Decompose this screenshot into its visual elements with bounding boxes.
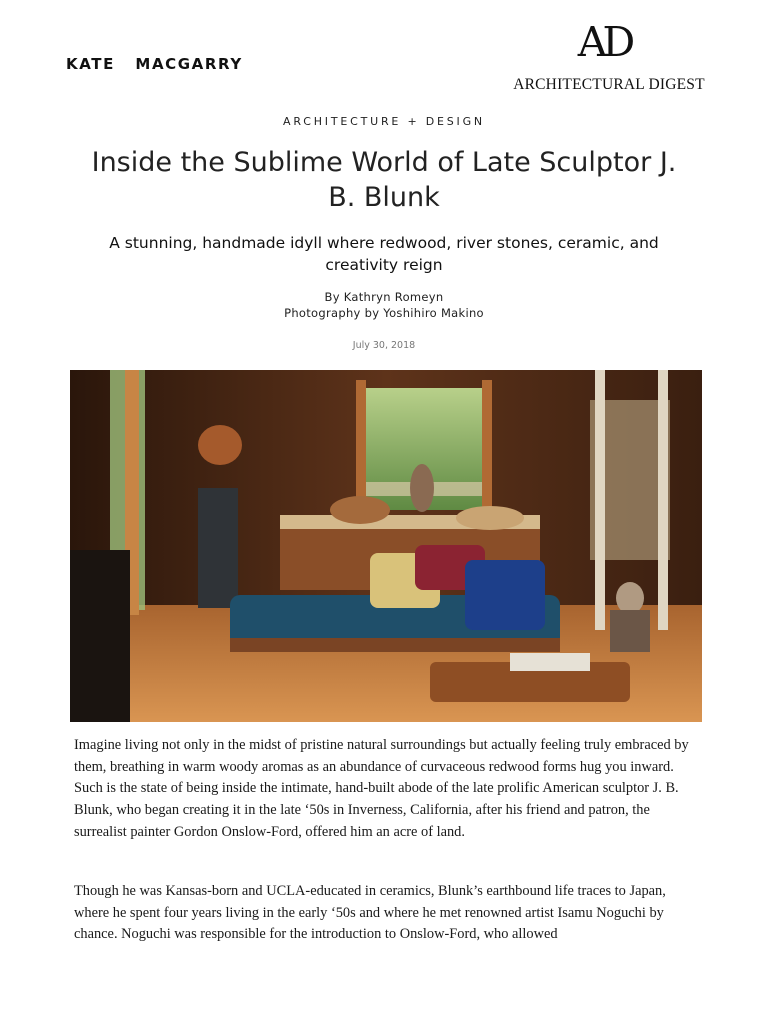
architectural-digest-logo[interactable] — [506, 20, 712, 98]
article-byline — [0, 289, 768, 321]
article-category[interactable]: ARCHITECTURE + DESIGN — [283, 115, 485, 128]
byline-photographer: Photography by Yoshihiro Makino — [284, 306, 484, 320]
article-paragraph-1: Imagine living not only in the midst of pristine natural surroundings but actually feeling truly embraced by them, breathing in warm woody aromas as an abundance of curvaceous redwood forms hug you inward. Such is the state of being inside the intimate, hand-built abode of the late prolific American sculptor J. B. Blunk, who began creating it in the late ‘50s in Inverness, California, after his friend and patron, the surrealist painter Gordon Onslow-Ford, offered him an acre of land. — [74, 737, 689, 840]
article-paragraph-2: Though he was Kansas-born and UCLA-educated in ceramics, Blunk’s earthbound life traces to Japan, where he spent four years living in the early ‘50s and where he met renowned artist Isamu Noguchi by chance. Noguchi was responsible for the introduction to Onslow-Ford, who allowed — [74, 883, 666, 943]
article-title: Inside the Sublime World of Late Sculptor J. B. Blunk — [91, 147, 677, 213]
byline-author: By Kathryn Romeyn — [324, 290, 444, 304]
kate-macgarry-logo[interactable]: KATE MACGARRY — [66, 55, 243, 73]
ad-logo-mark: AD — [577, 18, 631, 66]
site-header — [0, 0, 768, 105]
hero-photo-interior — [70, 370, 702, 722]
article-subtitle: A stunning, handmade idyll where redwood, river stones, ceramic, and creativity reign — [109, 234, 659, 274]
article-date: July 30, 2018 — [352, 340, 416, 351]
ad-logo-name: ARCHITECTURAL DIGEST — [513, 76, 705, 93]
hero-photo-illustration — [70, 370, 702, 722]
